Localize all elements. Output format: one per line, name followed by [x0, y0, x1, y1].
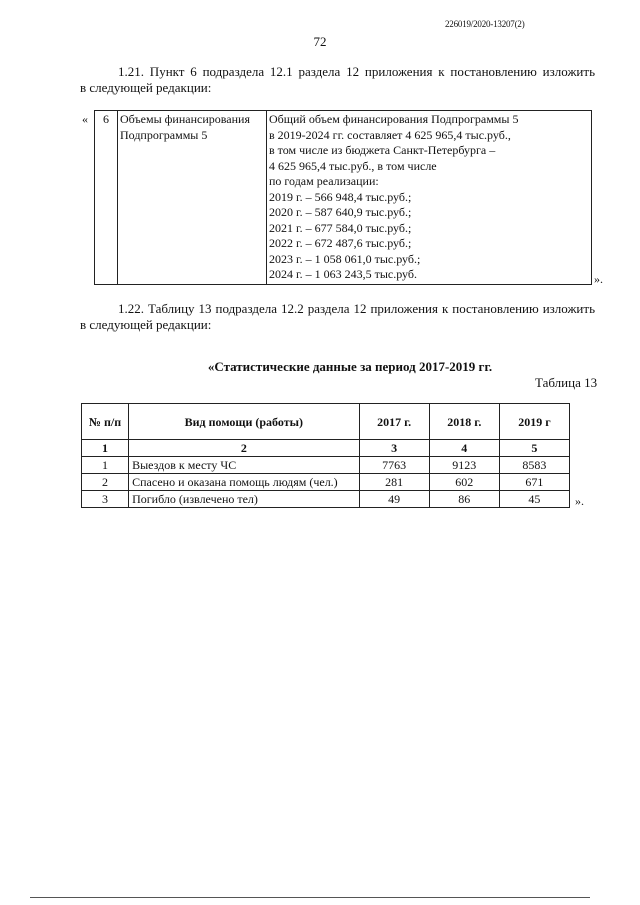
paragraph-1-22-first-line: 1.22. Таблицу 13 подраздела 12.2 раздела 12 приложения к постановлению изложить — [118, 301, 595, 316]
financing-line: Общий объем финансирования Подпрограммы 5 — [269, 112, 519, 126]
statistics-header-row — [82, 404, 570, 440]
header-2018: 2018 г. — [429, 404, 499, 440]
table2-close-quote: ». — [575, 494, 584, 508]
row-2019: 671 — [499, 474, 569, 491]
page-number: 72 — [313, 34, 327, 49]
financing-line: 2022 г. – 672 487,6 тыс.руб.; — [269, 236, 412, 250]
financing-line: 2020 г. – 587 640,9 тыс.руб.; — [269, 205, 412, 219]
row-kind: Спасено и оказана помощь людям (чел.) — [129, 474, 359, 491]
financing-line: в 2019-2024 гг. составляет 4 625 965,4 тыс.руб., — [269, 127, 511, 142]
header-kind: Вид помощи (работы) — [129, 404, 359, 440]
column-number: 5 — [499, 440, 569, 457]
paragraph-1-21-rest: в следующей редакции: — [80, 80, 212, 95]
column-number: 3 — [359, 440, 429, 457]
row-num: 2 — [82, 474, 129, 491]
paragraph-1-21-first-line: 1.21. Пункт 6 подраздела 12.1 раздела 12 приложения к постановлению изложить — [118, 64, 595, 79]
statistics-table-title: «Статистические данные за период 2017-2019 гг. — [207, 359, 493, 374]
financing-row-number: 6 — [95, 111, 118, 285]
financing-table — [94, 110, 592, 285]
row-2018: 86 — [429, 491, 499, 508]
financing-row-details — [267, 111, 592, 285]
column-number: 4 — [429, 440, 499, 457]
table-row — [82, 474, 570, 491]
footer-divider — [30, 897, 590, 898]
financing-line: по годам реализации: — [269, 174, 379, 188]
financing-row-name: Объемы финансирования Подпрограммы 5 — [118, 111, 267, 285]
row-2017: 281 — [359, 474, 429, 491]
financing-line: 4 625 965,4 тыс.руб., в том числе — [269, 158, 437, 173]
header-2019: 2019 г — [499, 404, 569, 440]
financing-line: 2019 г. – 566 948,4 тыс.руб.; — [269, 189, 412, 204]
column-number: 2 — [129, 440, 359, 457]
row-num: 3 — [82, 491, 129, 508]
table1-close-quote: ». — [594, 272, 603, 286]
table-row — [82, 491, 570, 508]
row-2019: 45 — [499, 491, 569, 508]
header-num: № п/п — [82, 404, 129, 440]
financing-line: 2021 г. – 677 584,0 тыс.руб.; — [269, 220, 412, 235]
document-number: 226019/2020-13207(2) — [445, 19, 525, 29]
paragraph-1-22 — [80, 301, 595, 333]
row-2018: 9123 — [429, 457, 499, 474]
row-2018: 602 — [429, 474, 499, 491]
header-2017: 2017 г. — [359, 404, 429, 440]
paragraph-1-21 — [80, 64, 595, 96]
statistics-table — [81, 403, 570, 508]
row-num: 1 — [82, 457, 129, 474]
row-2017: 7763 — [359, 457, 429, 474]
column-numbers-row — [82, 440, 570, 457]
row-2017: 49 — [359, 491, 429, 508]
table1-open-quote: « — [82, 112, 88, 126]
financing-line: в том числе из бюджета Санкт-Петербурга – — [269, 143, 496, 157]
column-number: 1 — [82, 440, 129, 457]
row-kind: Выездов к месту ЧС — [129, 457, 359, 474]
row-kind: Погибло (извлечено тел) — [129, 491, 359, 508]
financing-line: 2023 г. – 1 058 061,0 тыс.руб.; — [269, 251, 421, 266]
statistics-table-caption: Таблица 13 — [535, 375, 598, 390]
table-row — [82, 457, 570, 474]
row-2019: 8583 — [499, 457, 569, 474]
financing-row — [95, 111, 592, 285]
financing-line: 2024 г. – 1 063 243,5 тыс.руб. — [269, 267, 417, 281]
paragraph-1-22-rest: в следующей редакции: — [80, 317, 212, 332]
